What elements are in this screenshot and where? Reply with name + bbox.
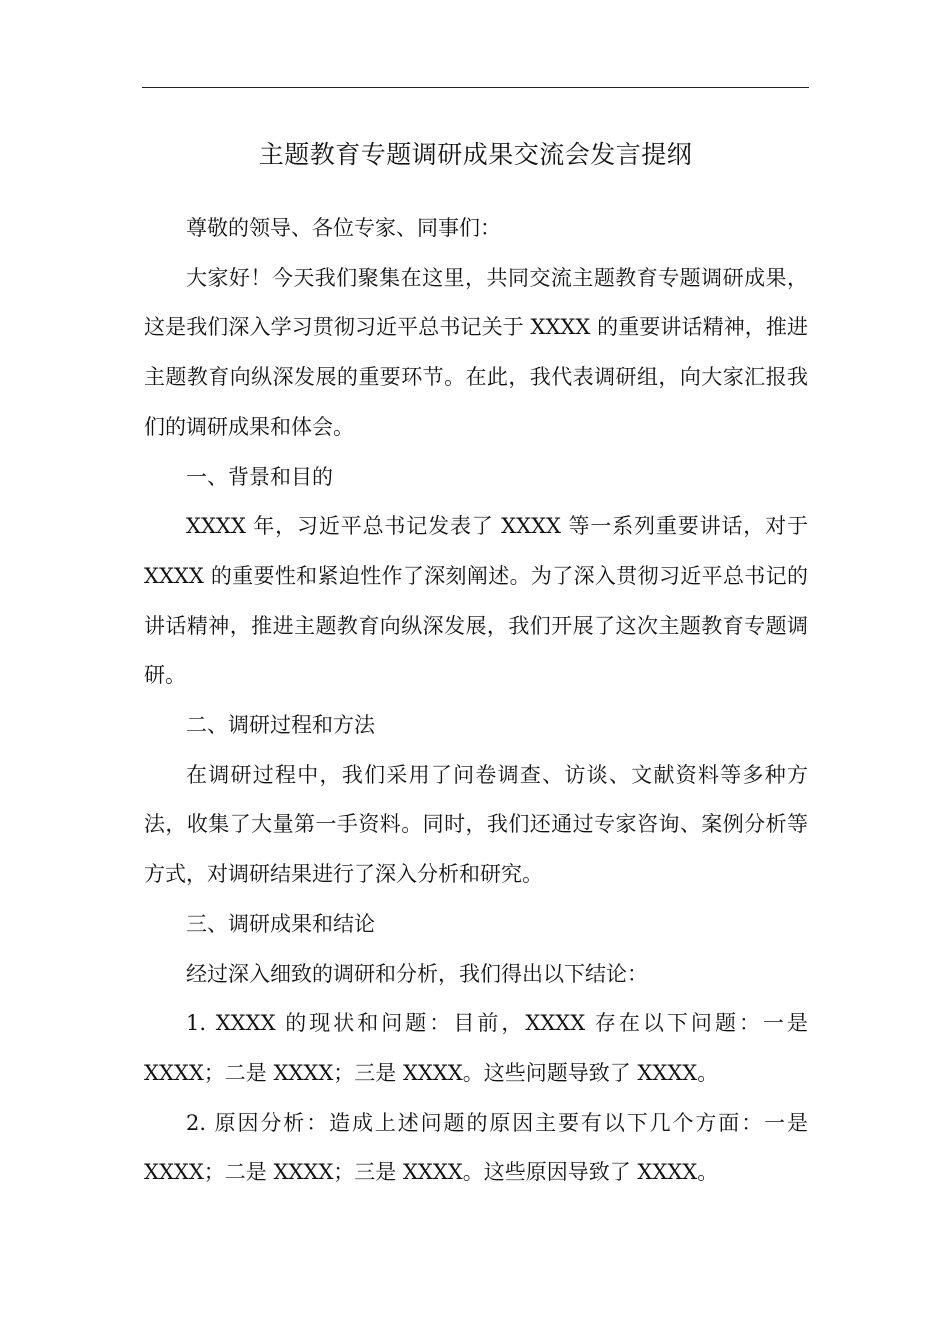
document-title: 主题教育专题调研成果交流会发言提纲	[258, 140, 693, 169]
header-rule	[142, 87, 809, 88]
process-paragraph: 在调研过程中，我们采用了问卷调查、访谈、文献资料等多种方法，收集了大量第一手资料。同时，我们还通过专家咨询、案例分析等方式，对调研结果进行了深入分析和研究。	[144, 762, 808, 887]
section-heading-process: 二、调研过程和方法	[186, 713, 375, 738]
section-heading-results: 三、调研成果和结论	[186, 911, 375, 936]
section-heading-background: 一、背景和目的	[186, 464, 333, 489]
salutation: 尊敬的领导、各位专家、同事们：	[186, 216, 501, 240]
background-paragraph: XXXX 年，习近平总书记发表了 XXXX 等一系列重要讲话，对于 XXXX 的重要性和紧迫性作了深刻阐述。为了深入贯彻习近平总书记的讲话精神，推进主题教育向纵深发展，我们开展了这次主题教育专题调研。	[144, 514, 808, 688]
finding-item-2: 2. 原因分析：造成上述问题的原因主要有以下几个方面：一是 XXXX；二是 XXXX；三是 XXXX。这些原因导致了 XXXX。	[144, 1110, 808, 1185]
document-body	[144, 204, 808, 1198]
finding-item-1: 1. XXXX 的现状和问题：目前，XXXX 存在以下问题：一是 XXXX；二是 XXXX；三是 XXXX。这些问题导致了 XXXX。	[144, 1011, 808, 1085]
opening-paragraph: 大家好！今天我们聚集在这里，共同交流主题教育专题调研成果，这是我们深入学习贯彻习近平总书记关于 XXXX 的重要讲话精神，推进主题教育向纵深发展的重要环节。在此，我代表调研组，向大家汇报我们的调研成果和体会。	[144, 265, 808, 439]
results-intro-paragraph: 经过深入细致的调研和分析，我们得出以下结论：	[186, 961, 648, 986]
